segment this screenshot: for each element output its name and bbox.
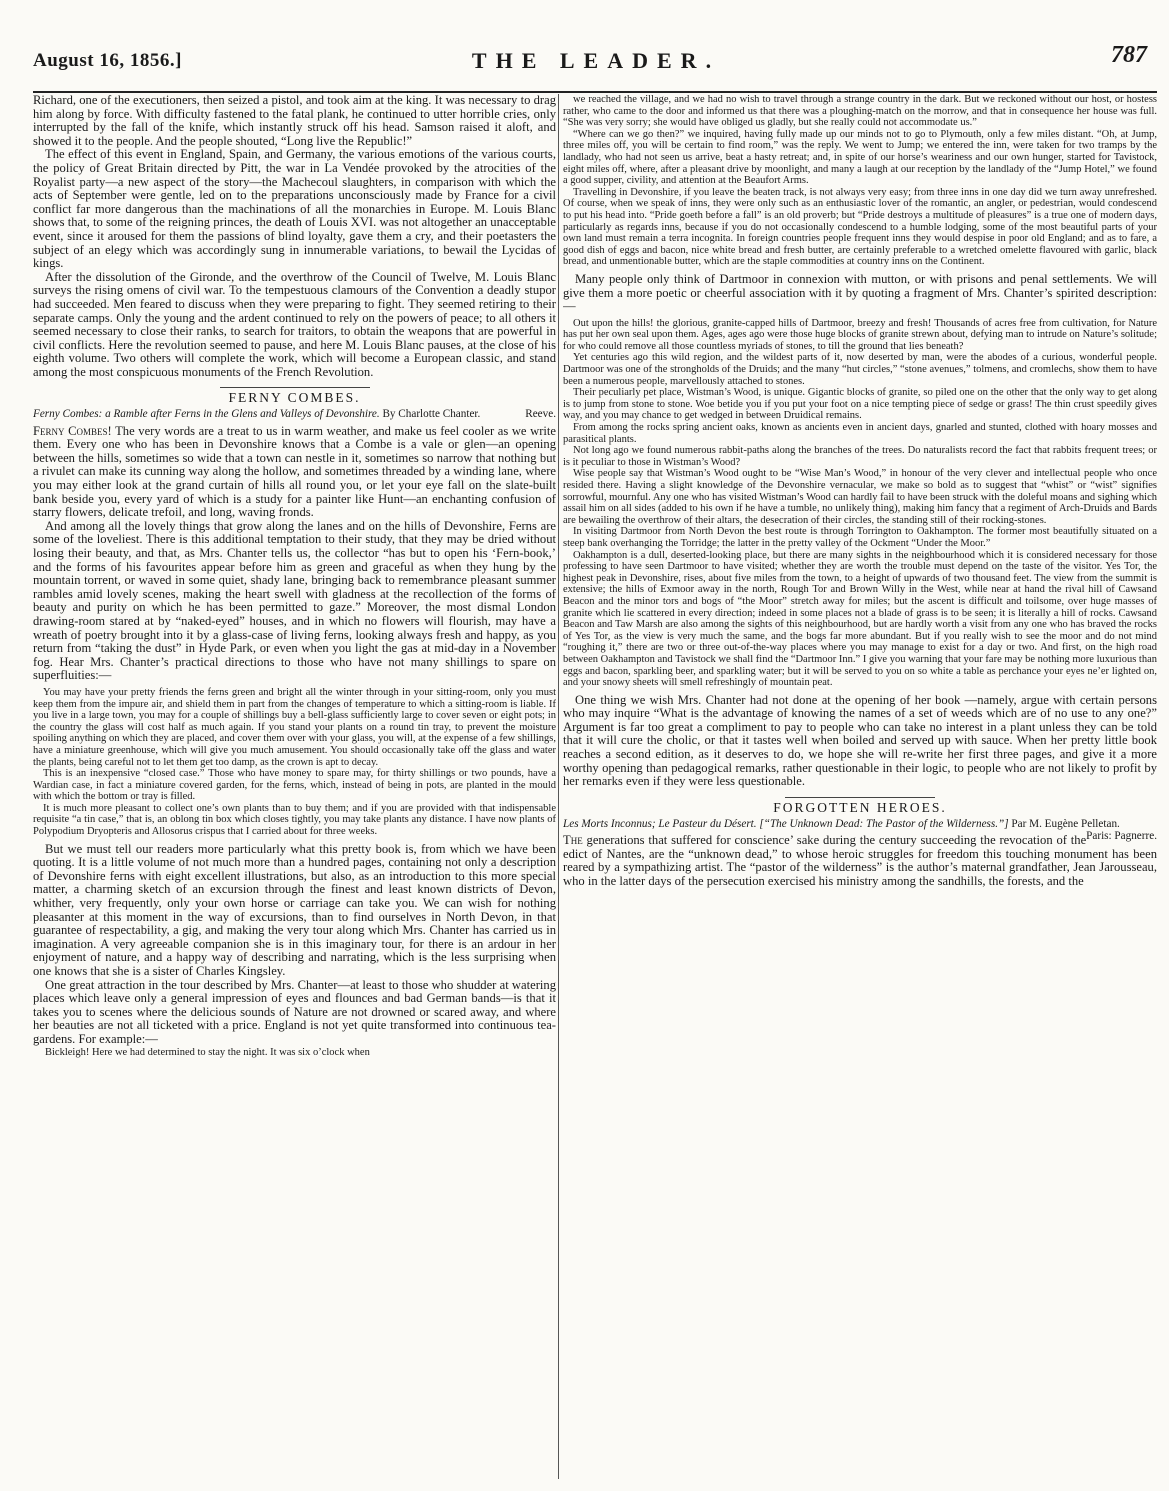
article-paragraph: After the dissolution of the Gironde, and the overthrow of the Council of Twelve, M. Louis Blanc surveys the rising omens of civil war. To the tempestuous clamours of the Convention a deadly stupor had succeeded. Men feared to discuss when they were preparing to fight. They seemed retiring to their separate camps. Only the young and the ardent continued to rely on the powers of peace; to all others it seemed necessary to close their ranks, to search for traitors, to obtain the weapons that are powerful in civil conflicts. Here the revolution seemed to pause, and here M. Louis Blanc pauses, at the close of his eighth volume. Two others will complete the work, which will become a European classic, and stand among the most conspicuous monuments of the French Revolution. [33,269,556,379]
book-publisher: Paris: Pagnerre. [1086,830,1157,843]
book-author: Par M. Eugène Pelletan. [1011,817,1120,830]
article-paragraph: Richard, one of the executioners, then seized a pistol, and took aim at the king. It was necessary to drag him along by force. With difficulty fastened to the fatal plank, he continued to utter horrible cries, only interrupted by the fall of the knife, which instantly struck off his head. Samson raised it aloft, and showed it to the people. And the people shouted, “Long live the Republic!” [33,94,556,148]
quote-paragraph: “Where can we go then?” we inquired, having fully made up our minds not to go to Plymouth, only a few miles distant. “Oh, at Jump, three miles off, you will be certain to find room,” was the reply. We went to Jump; we entered the inn, were taken for two tramps by the landlady, who had not seen us arrive, beat a hasty retreat; and, in spite of our horse’s weariness and our own hunger, started for Tavistock, eight miles off, where, after a pleasant drive by moonlight, and many a laugh at our reception by the landlady of the “Jump Hotel,” we found a good supper, civility, and attention at the Beaufort Arms. [563,128,1157,187]
quote-paragraph: Wise people say that Wistman’s Wood ought to be “Wise Man’s Wood,” in honour of the very clever and intellectual people who once resided there. Having a slight knowledge of the Devonshire vernacular, we make so bold as to suggest that “whist” or “wist” signifies sorrowful, mournful. Any one who has visited Wistman’s Wood can hardly fail to have been struck with the doleful moans and sighing which assail him on all sides (added to his own if he have a tumble, no unlikely thing), making him fancy that a regiment of Arch-Druids and Bards are bewailing the overthrow of their altars, the desecration of their circles, the standing still of their rocking-stones. [563,468,1157,526]
page-header [33,44,1159,80]
issue-date: August 16, 1856.] [33,50,182,71]
lead-in: Ferny Combes! [33,423,112,438]
columns [33,94,1157,1491]
block-quote [563,318,1157,689]
article-paragraph: But we must tell our readers more particularly what this pretty book is, from which we have been quoting. It is a little volume of not much more than a hundred pages, containing not only a description of Devonshire ferns with eight excellent illustrations, but also, as an introduction to this more special matter, a charming sketch of an excursion through the finest and least known districts of Devon, whither, very frequently, only your own horse or carriage can take you. We can wish for nothing pleasanter at this moment in the way of excursions, than to find ourselves in North Devon, in that guarantee of respectability, a gig, and making the very tour along which Mrs. Chanter has carried us in imagination. A very agreeable companion she is in this imaginary tour, for there is an ardour in her enjoyment of nature, and a happy way of describing and narrating, which is the less surprising when one knows that she is a sister of Charles Kingsley. [33,841,556,979]
book-publisher: Reeve. [525,408,556,421]
lead-in: The [563,833,583,848]
page-number: 787 [1111,42,1147,68]
quote-paragraph: Out upon the hills! the glorious, granite-capped hills of Dartmoor, breezy and fresh! Thousands of acres free from cultivation, for Nature has put her own seal upon them. Ages, ages ago were those huge blocks of granite strewn about, defying man to intrude on Nature’s solitude; for who could remove all those countless myriads of stones, to till the ground that lies beneath? [563,317,1157,352]
right-column [563,94,1157,1491]
masthead-title: THE LEADER. [471,48,721,73]
quote-paragraph: Travelling in Devonshire, if you leave the beaten track, is not always very easy; from three inns in one day did we turn away unrefreshed. Of course, when we speak of inns, they were only such as an enthusiastic lover of the romantic, an angler, or pedestrian, would condescend to put his head into. “Pride goeth before a fall” is an old proverb; but “Pride destroys a multitude of pleasures” is a true one of modern days, particularly as regards inns, because if you do not occasionally condescend to a humble lodging, some of the most beautiful parts of your own land must remain a terra incognita. In foreign countries people frequent inns they would despise in poor old England; and as to fare, a good dish of eggs and bacon, nice white bread and fresh butter, are certainly preferable to a wretched omelette flavoured with garlic, black bread, and unmentionable butter, which are the staple commodities at country inns on the Continent. [563,186,1157,268]
book-title: Ferny Combes: a Ramble after Ferns in the Glens and Valleys of Devonshire. [33,408,380,421]
book-reference [563,817,1157,843]
quote-paragraph: You may have your pretty friends the ferns green and bright all the winter through in your sitting-room, only you must keep them from the impure air, and shield them in part from the changes of temperature to which a sitting-room is liable. If you live in a large town, you may for a couple of shillings buy a bell-glass sufficiently large to cover seven or eight pots; in the country the glass will cost half as much again. If you stand your plants on a round tin tray, to prevent the moisture spoiling anything on which they are placed, and cover them over with your glass, you will, at the expense of a few shillings, have a miniature greenhouse, which will give you much amusement. You should occasionally take off the glass and water the plants, being careful not to let them get too damp, as the crown is apt to decay. [33,686,556,768]
paragraph-text: The very words are a treat to us in warm weather, and make us feel cooler as we write them. Every one who has been in Devonshire knows that a Combe is a vale or glen—an opening between the hills, sometimes so wide that a town can nestle in it, sometimes so narrow that nothing but a rivulet can make its cunning way along the hollow, and sometimes threaded by a winding lane, where you may either look at the grand curtain of hills all round you, or let your eye fall on the slate-built bank beside you, every yard of which is a study for a painter like Hunt—an enchanting confusion of starry flowers, delicate trefoil, and long, waving fronds. [33,423,556,520]
article-paragraph: The effect of this event in England, Spain, and Germany, the various emotions of the various courts, the policy of Great Britain directed by Pitt, the war in La Vendée provoked by the atrocities of the Royalist party—a new aspect of the story—the Machecoul slaughters, in comparison with which the acts of September were gentle, led on to the preparations unconsciously made by France for a civil conflict far more dangerous than the machinations of all the monarchies in Europe. M. Louis Blanc shows that, to some of the reigning princes, the death of Louis XVI. was not altogether an unacceptable event, since it aroused for them the passions of blind loyalty, gave them a cry, and their poetasters the subject of an elegy which was accordingly sung in innumerable variations, to bewail the Lycidas of kings. [33,147,556,271]
article-paragraph: One thing we wish Mrs. Chanter had not done at the opening of her book —namely, argue with certain persons who may inquire “What is the advantage of knowing the names of a set of weeds which are of no use to any one?” Argument is far too great a compliment to pay to people who can take no interest in a plant unless they can be told that it will cure the cholic, or that it tastes well when boiled and served up with sauce. When her pretty little book reaches a second edition, as it deserves to do, we hope she will re-write her first three pages, and give it a more worthy opening than pedagogical remarks, rather questionable in their logic, to people who are not likely to profit by her remarks even if they were less questionable. [563,692,1157,789]
book-reference [33,408,556,420]
article-paragraph: And among all the lovely things that grow along the lanes and on the hills of Devonshire, Ferns are some of the loveliest. There is this additional temptation to their study, that they may be dried without losing their beauty, and that, as Mrs. Chanter tells us, the collector “has but to open his ‘Fern-book,’ and the forms of his favourites appear before him as green and graceful as when they hung by the mountain torrent, or waved in some quiet, shady lane, bringing back to remembrance pleasant summer rambles amid lovely scenes, making the heart swell with gladness at the recollection of the forms of beauty and purity on which he has been permitted to gaze.” Moreover, the most dismal London drawing-room stared at by “naked-eyed” houses, and in which no flowers will flourish, may have a wreath of poetry brought into it by a glass-case of living ferns, looking always fresh and happy, as you return from “taking the dust” in Hyde Park, or even when you light the gas at mid-day in a November fog. Hear Mrs. Chanter’s practical directions to those who have not many shillings to spare on superfluities:— [33,518,556,683]
quote-paragraph: we reached the village, and we had no wish to travel through a strange country in the dark. But we reckoned without our host, or hostess rather, who came to the door and informed us that there was a ploughing-match on the morrow, and that in consequence her house was full. “She was very sorry; she would have obliged us gladly, but she really could not accommodate us.” [563,94,1157,129]
column-divider [558,94,559,1479]
quote-paragraph: In visiting Dartmoor from North Devon the best route is through Torrington to Oakhampton. The former most beautifully situated on a steep bank overhanging the Torridge; the latter in the pretty valley of the Ockment “Under the Moor.” [563,526,1157,549]
section-heading-ferny-combes: FERNY COMBES. [228,390,361,406]
paragraph-text: generations that suffered for conscience’ sake during the century succeeding the revocation of the edict of Nantes, are the “unknown dead,” to whose heroic struggles for freedom this touching monument has been reared by a sympathizing artist. The “pastor of the wilderness” is the author’s maternal grandfather, Jean Jarousseau, who in the latter days of the persecution exercised his ministry among the sandhills, the forests, and the [563,833,1157,888]
quote-paragraph: Bickleigh! Here we had determined to stay the night. It was six o’clock when [45,1046,370,1058]
quote-paragraph: Not long ago we found numerous rabbit-paths along the branches of the trees. Do naturalists record the fact that rabbits frequent trees; or is it peculiar to those in Wistman’s Wood? [563,445,1157,468]
article-paragraph: One great attraction in the tour described by Mrs. Chanter—at least to those who shudder at watering places which leave only a general impression of eyes and flounces and bad German bands—is that it takes you to scenes where the delicious sounds of Nature are not drowned or scared away, and where her beauties are not all ticketed with a price. England is not yet quite transformed into continuous tea-gardens. For example:— [33,977,556,1046]
book-title: Les Morts Inconnus; Le Pasteur du Désert. [“The Unknown Dead: The Pastor of the Wilderness.”] [563,817,1009,830]
article-paragraph: Many people only think of Dartmoor in connexion with mutton, or with prisons and penal settlements. We will give them a more poetic or cheerful association with it by quoting a fragment of Mrs. Chanter’s spirited description:— [563,271,1157,314]
section-heading-forgotten-heroes: FORGOTTEN HEROES. [773,799,947,815]
article-paragraph [563,834,1157,888]
quote-paragraph: It is much more pleasant to collect one’s own plants than to buy them; and if you are provided with that indispensable requisite “a tin case,” that is, an oblong tin box which closes tightly, you may take plants any distance. I have now plants of Polypodium Dryopteris and Allosorus crispus that I carried about for three weeks. [33,802,556,838]
article-paragraph [33,425,556,520]
left-column [33,94,556,1491]
header-rule [33,91,1157,93]
book-author: By Charlotte Chanter. [382,408,481,421]
section-divider [220,387,370,388]
block-quote [563,94,1157,268]
quote-paragraph: Oakhampton is a dull, deserted-looking place, but there are many sights in the neighbourhood which it is considered necessary for those professing to have seen Dartmoor to have visited; whether they are worth the trouble must depend on the taste of the visitor. Yes Tor, the highest peak in Devonshire, rises, about five miles from the town, to a height of upwards of two thousand feet. The view from the summit is extensive; the hills of Exmoor away in the north, Rough Tor and Brown Willy in the West, while near at hand the rival hill of Cawsand Beacon and the minor tors and bogs of “the Moor” stretch away for miles; but the ascent is difficult and toilsome, over huge masses of granite which lie scattered in every direction; indeed in some places not a blade of grass is to be seen; it is literally a hill of rocks. Cawsand Beacon and Taw Marsh are also among the sights of this neighbourhood, but are hardly worth a visit from any one who has braved the rocks of Yes Tor, as the view is very much the same, and the bogs far more abundant. But if you really wish to see the moor and do not mind “roughing it,” there are two or three out-of-the-way places where you may manage to exist for a day or two. And first, on the high road between Oakhampton and Tavistock we shall find the “Dartmoor Inn.” I give you warning that your fare may be nothing more luxurious than eggs and bacon, sparkling beer, and sparkling water; but it will be served to you on so white a table as perchance your eyes ne’er lighted on, and your snowy sheets will smell refreshingly of mountain peat. [563,549,1157,689]
section-divider [785,797,935,798]
quote-paragraph: Their peculiarly pet place, Wistman’s Wood, is unique. Gigantic blocks of granite, so piled one on the other that the only way to get along is to jump from stone to stone. Woe betide you if you put your foot on a nice tempting piece of sedge or grass! The thin crust speedily gives way, and you may chance to get wedged in between Druidical remains. [563,387,1157,422]
quote-paragraph: From among the rocks spring ancient oaks, known as ancients even in ancient days, gnarled and stunted, clothed with hoary mosses and parasitical plants. [563,422,1157,445]
quote-paragraph: This is an inexpensive “closed case.” Those who have money to spare may, for thirty shillings or two pounds, have a Wardian case, in fact a miniature covered garden, for the ferns, which, instead of being in pots, are planted in the mould with which the bottom or tray is filled. [33,768,556,803]
quote-paragraph: Yet centuries ago this wild region, and the wildest parts of it, now deserted by man, were the abodes of a curious, wonderful people. Dartmoor was one of the strongholds of the Druids; and the many “hut circles,” “stone avenues,” tolmens, and cromlechs, show them to have been a numerous people, marvellously attached to stones. [563,352,1157,387]
block-quote [33,687,556,838]
